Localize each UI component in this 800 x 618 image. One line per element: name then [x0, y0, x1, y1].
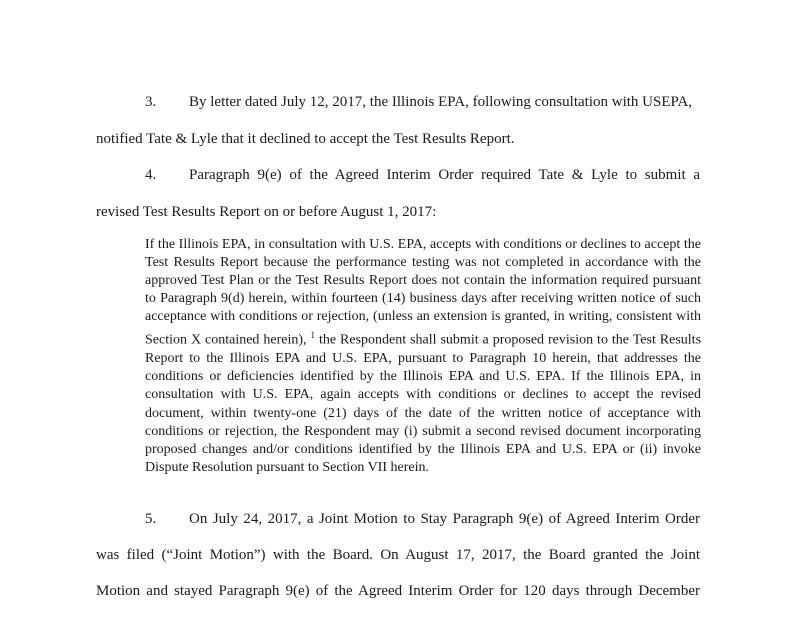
- paragraph-5-line-1: On July 24, 2017, a Joint Motion to Stay Paragraph 9(e) of Agreed Interim Order: [189, 511, 700, 527]
- paragraph-3-number: 3.: [145, 94, 157, 110]
- quote-text-part-1: If the Illinois EPA, in consultation with U.S. EPA, accepts with conditions or declines to accept the Test Results Report because the performance testing was not completed in accordance with the approved Test Plan or the Test Results Report does not contain the information required pursuant to Paragraph 9(d) herein, within fourteen (14) business days after receiving written notice of such acceptance with conditions or rejection, (unless an extension is granted, in writing, consistent with Section X contained herein),: [145, 237, 701, 349]
- footnote-marker: 1: [310, 330, 315, 341]
- paragraph-3-line-2: notified Tate & Lyle that it declined to accept the Test Results Report.: [96, 131, 515, 147]
- paragraph-5-line-3: Motion and stayed Paragraph 9(e) of the Agreed Interim Order for 120 days through December: [96, 583, 700, 599]
- paragraph-4-line-1: Paragraph 9(e) of the Agreed Interim Order required Tate & Lyle to submit a: [189, 167, 700, 183]
- block-quote: [145, 236, 701, 477]
- paragraph-5-line-2: was filed (“Joint Motion”) with the Board. On August 17, 2017, the Board granted the Joint: [96, 547, 700, 563]
- quote-text-part-2: the Respondent shall submit a proposed revision to the Test Results Report to the Illinois EPA and U.S. EPA, pursuant to Paragraph 10 herein, that addresses the conditions or deficiencies identified by the Illinois EPA and U.S. EPA. If the Illinois EPA, in consultation with U.S. EPA, again accepts with conditions or declines to accept the revised document, within twenty-one (21) days of the date of the written notice of acceptance with conditions or rejection, the Respondent may (i) submit a second revised document incorporating proposed changes and/or conditions identified by the Illinois EPA and U.S. EPA or (ii) invoke Dispute Resolution pursuant to Section VII herein.: [145, 333, 702, 475]
- paragraph-3-line-1: By letter dated July 12, 2017, the Illinois EPA, following consultation with USEPA,: [189, 94, 693, 110]
- paragraph-4-line-2: revised Test Results Report on or before August 1, 2017:: [96, 204, 437, 220]
- paragraph-4-number: 4.: [145, 167, 157, 183]
- paragraph-5-number: 5.: [145, 511, 157, 527]
